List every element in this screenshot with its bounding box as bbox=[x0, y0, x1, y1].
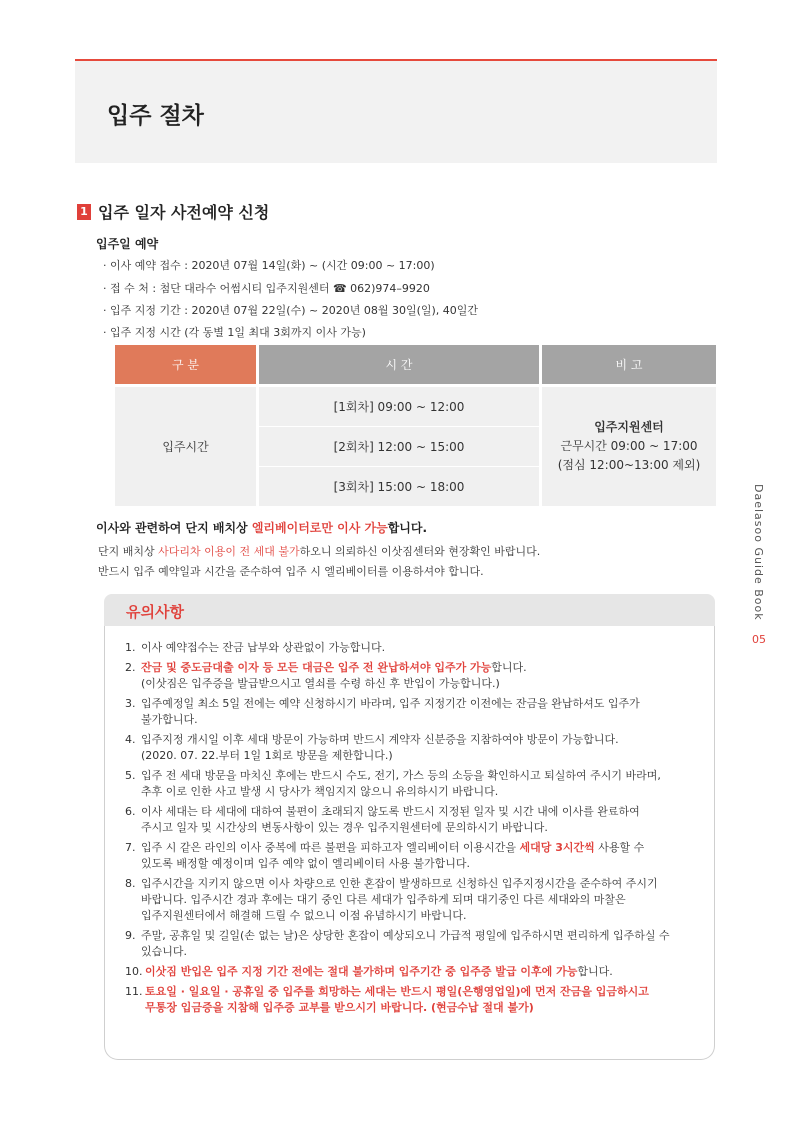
note-hours: 근무시간 09:00 ~ 17:00 bbox=[560, 439, 698, 453]
notice-item-text bbox=[141, 696, 695, 728]
notice-title: 유의사항 bbox=[126, 603, 184, 621]
notice-item-text bbox=[141, 768, 695, 800]
notice-item bbox=[125, 768, 695, 800]
notice-text: 입주 시 같은 라인의 이사 중복에 따른 불편을 피하고자 엘리베이터 이용시간을 bbox=[141, 841, 520, 854]
notice-item bbox=[125, 840, 695, 872]
notice-item-number: 8. bbox=[125, 877, 136, 890]
notice-item-number: 2. bbox=[125, 661, 136, 674]
note-lunch: (점심 12:00~13:00 제외) bbox=[557, 458, 701, 472]
notice-item-line bbox=[141, 840, 695, 856]
notice-item-line bbox=[141, 660, 695, 676]
moving-heading-text: 합니다. bbox=[387, 521, 428, 535]
moving-heading bbox=[96, 519, 427, 536]
notice-text: 합니다. bbox=[491, 661, 527, 674]
notice-item-number: 11. bbox=[125, 985, 143, 998]
notice-item-line: 있도록 배정할 예정이며 입주 예약 없이 엘리베이터 사용 불가합니다. bbox=[141, 857, 470, 870]
notice-item-text bbox=[141, 928, 695, 960]
notice-text: 이사 예약접수는 잔금 납부와 상관없이 가능합니다. bbox=[141, 641, 386, 654]
page-number: 05 bbox=[752, 633, 766, 646]
header-time: 시 간 bbox=[259, 345, 539, 384]
category-cell: 입주시간 bbox=[115, 384, 256, 506]
notice-item-line: 있습니다. bbox=[141, 945, 188, 958]
time-slot-cell: [3회차] 15:00 ~ 18:00 bbox=[259, 466, 539, 506]
moving-line: 반드시 입주 예약일과 시간을 준수하여 입주 시 엘리베이터를 이용하셔야 합니다. bbox=[98, 565, 484, 578]
notice-item-text bbox=[141, 732, 695, 764]
notice-item-number: 9. bbox=[125, 929, 136, 942]
notice-item bbox=[125, 804, 695, 836]
notice-text: 합니다. bbox=[577, 965, 613, 978]
time-slot-cell: [1회차] 09:00 ~ 12:00 bbox=[259, 384, 539, 426]
notice-text: 주말, 공휴일 및 길일(손 없는 날)은 상당한 혼잡이 예상되오니 가급적 평일에 입주하시면 편리하게 입주하실 수 bbox=[141, 929, 670, 942]
notice-highlight: 이삿짐 반입은 입주 지정 기간 전에는 절대 불가하며 입주기간 중 입주증 발급 이후에 가능 bbox=[145, 965, 578, 978]
notice-item-line bbox=[145, 1000, 695, 1016]
notice-item bbox=[125, 660, 695, 692]
moving-heading-text: 이사와 관련하여 단지 배치상 bbox=[96, 521, 252, 535]
notice-item-number: 1. bbox=[125, 641, 136, 654]
notice-item-line bbox=[145, 984, 695, 1000]
moving-line-highlight: 사다리차 이용이 전 세대 불가 bbox=[158, 545, 300, 558]
notice-item bbox=[125, 696, 695, 728]
notice-item-line: 입주지원센터에서 해결해 드릴 수 없으니 이점 유념하시기 바랍니다. bbox=[141, 909, 467, 922]
notice-highlight: 세대당 3시간씩 bbox=[519, 841, 595, 854]
notice-highlight: 잔금 및 중도금대출 이자 등 모든 대금은 입주 전 완납하셔야 입주가 가능 bbox=[141, 661, 492, 674]
notice-item-text bbox=[141, 876, 695, 924]
notice-item-number: 4. bbox=[125, 733, 136, 746]
notice-item-line: 바랍니다. 입주시간 경과 후에는 대기 중인 다른 세대가 입주하게 되며 대기중인 다른 세대와의 마찰은 bbox=[141, 893, 626, 906]
notice-item bbox=[125, 640, 695, 656]
notice-item bbox=[125, 928, 695, 960]
notice-item-line bbox=[141, 928, 695, 944]
table-row bbox=[115, 384, 716, 426]
header-note: 비 고 bbox=[542, 345, 716, 384]
notice-item-line: (이삿짐은 입주증을 발급받으시고 열쇠를 수령 하신 후 반입이 가능합니다.) bbox=[141, 677, 500, 690]
notice-item-text bbox=[141, 660, 695, 692]
side-label: Daelasoo Guide Book bbox=[752, 484, 765, 621]
notice-item bbox=[125, 984, 695, 1016]
notice-item-line: 주시고 일자 및 시간상의 변동사항이 있는 경우 입주지원센터에 문의하시기 바랍니다. bbox=[141, 821, 548, 834]
moving-line-text: 하오니 의뢰하신 이삿짐센터와 현장확인 바랍니다. bbox=[299, 545, 541, 558]
notice-item-number: 5. bbox=[125, 769, 136, 782]
notice-item-text bbox=[141, 840, 695, 872]
page-title: 입주 절차 bbox=[107, 103, 204, 129]
moving-line bbox=[98, 543, 540, 559]
section-title: 입주 일자 사전예약 신청 bbox=[98, 203, 270, 222]
notice-item-line bbox=[141, 640, 695, 656]
moving-heading-highlight: 엘리베이터로만 이사 가능 bbox=[251, 521, 388, 535]
notice-text: 입주지정 개시일 이후 세대 방문이 가능하며 반드시 계약자 신분증을 지참하여야 방문이 가능합니다. bbox=[141, 733, 619, 746]
section-number-badge: 1 bbox=[77, 204, 91, 220]
table-header-row bbox=[115, 345, 716, 384]
notice-item bbox=[125, 964, 695, 980]
schedule-table bbox=[112, 345, 719, 506]
moving-line-text: 단지 배치상 bbox=[98, 545, 159, 558]
notice-item-line: (2020. 07. 22.부터 1일 1회로 방문을 제한합니다.) bbox=[141, 749, 393, 762]
notice-item-number: 7. bbox=[125, 841, 136, 854]
notice-item-line bbox=[141, 804, 695, 820]
notice-item-line bbox=[141, 696, 695, 712]
notice-item-text bbox=[145, 984, 695, 1016]
reservation-bullet: · 이사 예약 접수 : 2020년 07월 14일(화) ~ (시간 09:00 ~ 17:00) bbox=[103, 259, 435, 272]
notice-text: 입주예정일 최소 5일 전에는 예약 신청하시기 바라며, 입주 지정기간 이전에는 잔금을 완납하셔도 입주가 bbox=[141, 697, 640, 710]
reservation-bullet: · 입주 지정 기간 : 2020년 07월 22일(수) ~ 2020년 08월 30일(일), 40일간 bbox=[103, 304, 479, 317]
notice-item-number: 6. bbox=[125, 805, 136, 818]
notice-text: 사용할 수 bbox=[594, 841, 645, 854]
notice-item bbox=[125, 876, 695, 924]
notice-text: 입주시간을 지키지 않으면 이사 차량으로 인한 혼잡이 발생하므로 신청하신 입주지정시간을 준수하여 주시기 bbox=[141, 877, 658, 890]
title-box bbox=[75, 61, 717, 163]
notice-item-line: 추후 이로 인한 사고 발생 시 당사가 책임지지 않으니 유의하시기 바랍니다. bbox=[141, 785, 499, 798]
notice-item-text bbox=[141, 640, 695, 656]
reservation-title: 입주일 예약 bbox=[96, 237, 159, 251]
notice-item-line bbox=[145, 964, 695, 980]
notice-item-line: 불가합니다. bbox=[141, 713, 198, 726]
note-cell bbox=[542, 384, 716, 506]
section-heading bbox=[77, 200, 269, 223]
notice-tab bbox=[104, 594, 715, 626]
time-slot-cell: [2회차] 12:00 ~ 15:00 bbox=[259, 426, 539, 466]
notice-text: 이사 세대는 타 세대에 대하여 불편이 초래되지 않도록 반드시 지정된 일자 및 시간 내에 이사를 완료하여 bbox=[141, 805, 640, 818]
notice-item-number: 10. bbox=[125, 965, 143, 978]
reservation-bullet: · 접 수 처 : 첨단 대라수 어썸시티 입주지원센터 ☎ 062)974–9920 bbox=[103, 282, 430, 295]
header-category: 구 분 bbox=[115, 345, 256, 384]
notice-item-line bbox=[141, 732, 695, 748]
notice-item bbox=[125, 732, 695, 764]
notice-highlight: 토요일 · 일요일 · 공휴일 중 입주를 희망하는 세대는 반드시 평일(은행영업일)에 먼저 잔금을 입금하시고 bbox=[145, 985, 649, 998]
notice-item-line bbox=[141, 768, 695, 784]
notice-list bbox=[125, 640, 695, 1016]
reservation-bullet: · 입주 지정 시간 (각 동별 1일 최대 3회까지 이사 가능) bbox=[103, 326, 366, 339]
note-title: 입주지원센터 bbox=[594, 420, 664, 434]
notice-item-number: 3. bbox=[125, 697, 136, 710]
notice-text: 입주 전 세대 방문을 마치신 후에는 반드시 수도, 전기, 가스 등의 소등을 확인하시고 퇴실하여 주시기 바라며, bbox=[141, 769, 661, 782]
notice-item-text bbox=[141, 804, 695, 836]
notice-highlight: 무통장 입금증을 지참해 입주증 교부를 받으시기 바랍니다. (현금수납 절대 불가) bbox=[145, 1001, 534, 1014]
notice-item-text bbox=[145, 964, 695, 980]
notice-item-line bbox=[141, 876, 695, 892]
